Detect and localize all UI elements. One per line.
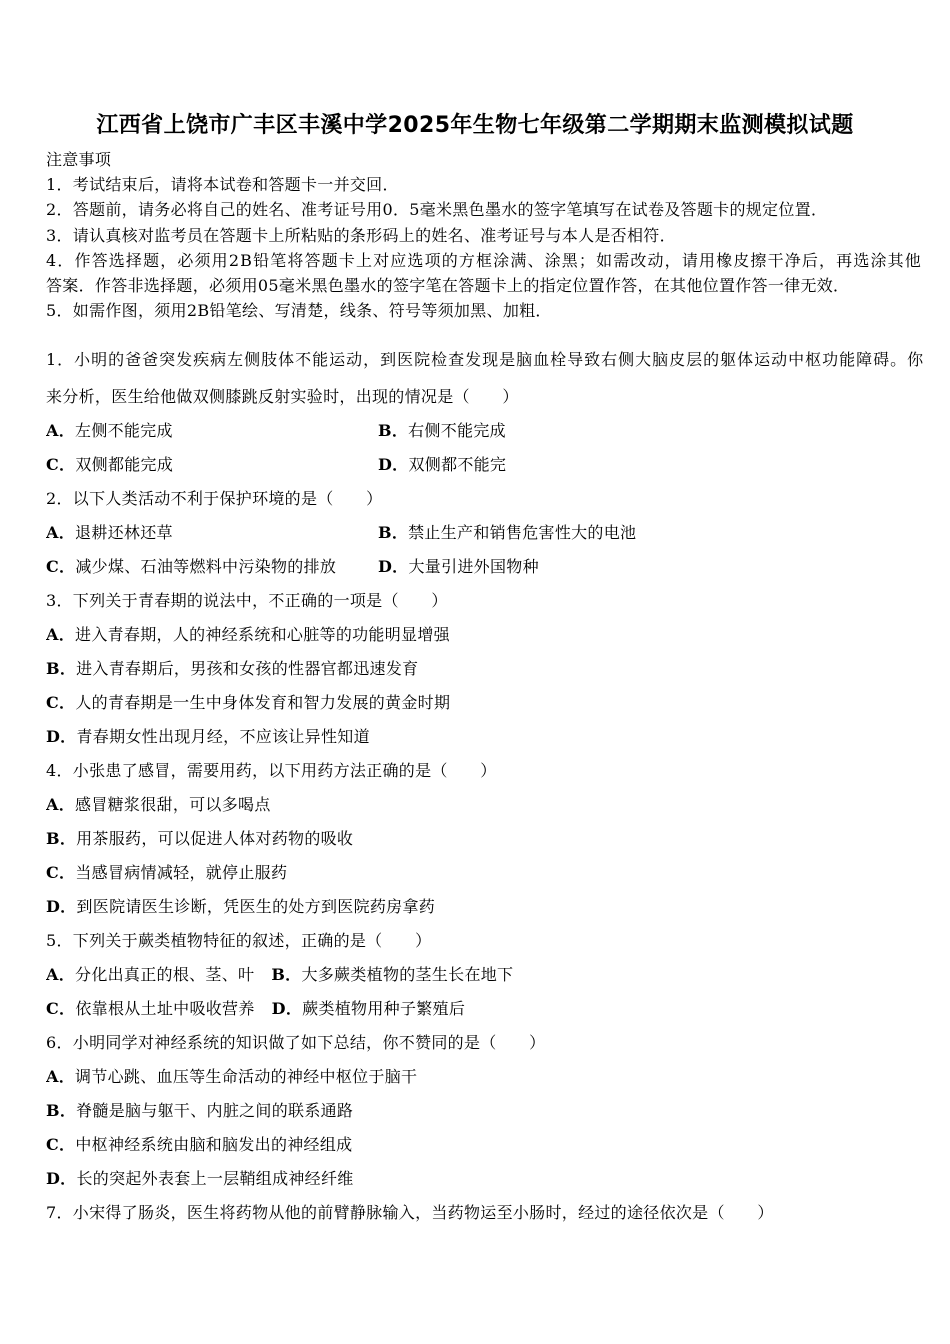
option-label: D． bbox=[378, 557, 409, 576]
option-label: C． bbox=[46, 999, 76, 1018]
option-3c bbox=[46, 686, 926, 720]
option-3d bbox=[46, 720, 926, 754]
option-text: 大多蕨类植物的茎生长在地下 bbox=[301, 965, 514, 984]
question-5-options-row-1 bbox=[46, 958, 926, 992]
option-text: 青春期女性出现月经，不应该让异性知道 bbox=[76, 727, 370, 746]
option-text: 感冒糖浆很甜，可以多喝点 bbox=[75, 795, 271, 814]
option-text: 双侧都能完成 bbox=[75, 455, 174, 474]
option-5d bbox=[272, 999, 466, 1018]
option-text: 蕨类植物用种子繁殖后 bbox=[302, 999, 466, 1018]
option-label: B． bbox=[271, 965, 302, 984]
option-label: A． bbox=[46, 625, 76, 644]
question-2-stem: 2．以下人类活动不利于保护环境的是（ ） bbox=[46, 489, 383, 508]
option-label: B． bbox=[378, 523, 409, 542]
option-4d bbox=[46, 890, 926, 924]
option-text: 右侧不能完成 bbox=[408, 421, 506, 440]
option-text: 禁止生产和销售危害性大的电池 bbox=[408, 523, 637, 542]
question-7-stem: 7．小宋得了肠炎，医生将药物从他的前臂静脉输入，当药物运至小肠时，经过的途径依次是（ ） bbox=[46, 1203, 774, 1222]
note-item-4: 4．作答选择题，必须用2B铅笔将答题卡上对应选项的方框涂满、涂黑；如需改动，请用橡皮擦干净后，再选涂其他 bbox=[46, 250, 922, 270]
option-3b bbox=[46, 652, 926, 686]
option-text: 长的突起外表套上一层鞘组成神经纤维 bbox=[76, 1169, 354, 1188]
question-2-options-row-2 bbox=[46, 550, 926, 584]
questions-section bbox=[46, 343, 926, 1230]
question-5-stem: 5．下列关于蕨类植物特征的叙述，正确的是（ ） bbox=[46, 931, 432, 950]
option-label: C． bbox=[46, 557, 76, 576]
option-label: A． bbox=[46, 1067, 76, 1086]
option-label: D． bbox=[46, 897, 77, 916]
option-label: A． bbox=[46, 523, 76, 542]
option-6b bbox=[46, 1094, 926, 1128]
option-label: B． bbox=[46, 1101, 77, 1120]
option-label: C． bbox=[46, 455, 76, 474]
option-label: A． bbox=[46, 795, 76, 814]
option-label: B． bbox=[46, 829, 77, 848]
option-4a bbox=[46, 788, 926, 822]
option-text: 脊髓是脑与躯干、内脏之间的联系通路 bbox=[76, 1101, 354, 1120]
question-1-options-row-2 bbox=[46, 448, 926, 482]
question-1-stem-continued: 来分析，医生给他做双侧膝跳反射实验时，出现的情况是（ ） bbox=[46, 387, 519, 406]
option-6a bbox=[46, 1060, 926, 1094]
option-text: 分化出真正的根、茎、叶 bbox=[75, 965, 255, 984]
question-2-options-row-1 bbox=[46, 516, 926, 550]
option-label: D． bbox=[378, 455, 409, 474]
option-label: C． bbox=[46, 693, 76, 712]
note-item-4-continued: 答案．作答非选择题，必须用05毫米黑色墨水的签字笔在答题卡上的指定位置作答，在其他位置作答一律无效． bbox=[46, 275, 850, 295]
option-text: 减少煤、石油等燃料中污染物的排放 bbox=[75, 557, 337, 576]
notes-section bbox=[46, 147, 926, 323]
option-text: 到医院请医生诊断，凭医生的处方到医院药房拿药 bbox=[76, 897, 436, 916]
option-text: 用茶服药，可以促进人体对药物的吸收 bbox=[76, 829, 354, 848]
note-item-2: 2．答题前，请务必将自己的姓名、准考证号用0．5毫米黑色墨水的签字笔填写在试卷及答题卡的规定位置． bbox=[46, 200, 828, 220]
option-3a bbox=[46, 618, 926, 652]
option-6c bbox=[46, 1128, 926, 1162]
option-6d bbox=[46, 1162, 926, 1196]
option-text: 人的青春期是一生中身体发育和智力发展的黄金时期 bbox=[75, 693, 451, 712]
option-5c bbox=[46, 999, 255, 1018]
option-label: B． bbox=[46, 659, 77, 678]
question-1-options-row-1 bbox=[46, 414, 926, 448]
option-label: D． bbox=[46, 1169, 77, 1188]
question-1-stem: 1．小明的爸爸突发疾病左侧肢体不能运动，到医院检查发现是脑血栓导致右侧大脑皮层的躯体运动中枢功能障碍。你 bbox=[46, 350, 925, 369]
question-5-options-row-2 bbox=[46, 992, 926, 1026]
option-1c bbox=[46, 448, 378, 482]
option-5a bbox=[46, 965, 254, 984]
option-text: 退耕还林还草 bbox=[75, 523, 173, 542]
option-label: D． bbox=[271, 999, 303, 1018]
option-label: C． bbox=[46, 863, 76, 882]
option-text: 当感冒病情减轻，就停止服药 bbox=[75, 863, 288, 882]
option-text: 进入青春期后，男孩和女孩的性器官都迅速发育 bbox=[76, 659, 419, 678]
note-item-5: 5．如需作图，须用2B铅笔绘、写清楚，线条、符号等须加黑、加粗． bbox=[46, 301, 552, 321]
notes-heading: 注意事项 bbox=[46, 150, 112, 169]
option-text: 调节心跳、血压等生命活动的神经中枢位于脑干 bbox=[75, 1067, 418, 1086]
option-text: 进入青春期，人的神经系统和心脏等的功能明显增强 bbox=[75, 625, 450, 644]
option-4c bbox=[46, 856, 926, 890]
option-1d bbox=[378, 448, 710, 482]
question-6-stem: 6．小明同学对神经系统的知识做了如下总结，你不赞同的是（ ） bbox=[46, 1033, 546, 1052]
option-text: 大量引进外国物种 bbox=[408, 557, 539, 576]
option-2c bbox=[46, 550, 378, 584]
option-2d bbox=[378, 550, 710, 584]
note-item-1: 1．考试结束后，请将本试卷和答题卡一并交回． bbox=[46, 175, 399, 195]
exam-title: 江西省上饶市广丰区丰溪中学2025年生物七年级第二学期期末监测模拟试题 bbox=[96, 113, 854, 138]
option-1b bbox=[378, 414, 710, 448]
option-text: 双侧都不能完 bbox=[408, 455, 507, 474]
option-label: C． bbox=[46, 1135, 76, 1154]
option-text: 左侧不能完成 bbox=[75, 421, 173, 440]
question-3-stem: 3．下列关于青春期的说法中，不正确的一项是（ ） bbox=[46, 591, 448, 610]
note-item-3: 3．请认真核对监考员在答题卡上所粘贴的条形码上的姓名、准考证号与本人是否相符． bbox=[46, 225, 676, 245]
option-2b bbox=[378, 516, 710, 550]
option-label: A． bbox=[46, 965, 76, 984]
option-1a bbox=[46, 414, 378, 448]
option-text: 依靠根从土址中吸收营养 bbox=[75, 999, 255, 1018]
option-label: A． bbox=[46, 421, 76, 440]
option-4b bbox=[46, 822, 926, 856]
question-4-stem: 4．小张患了感冒，需要用药，以下用药方法正确的是（ ） bbox=[46, 761, 497, 780]
option-5b bbox=[271, 965, 513, 984]
option-label: D． bbox=[46, 727, 77, 746]
option-2a bbox=[46, 516, 378, 550]
option-text: 中枢神经系统由脑和脑发出的神经组成 bbox=[75, 1135, 353, 1154]
option-label: B． bbox=[378, 421, 409, 440]
